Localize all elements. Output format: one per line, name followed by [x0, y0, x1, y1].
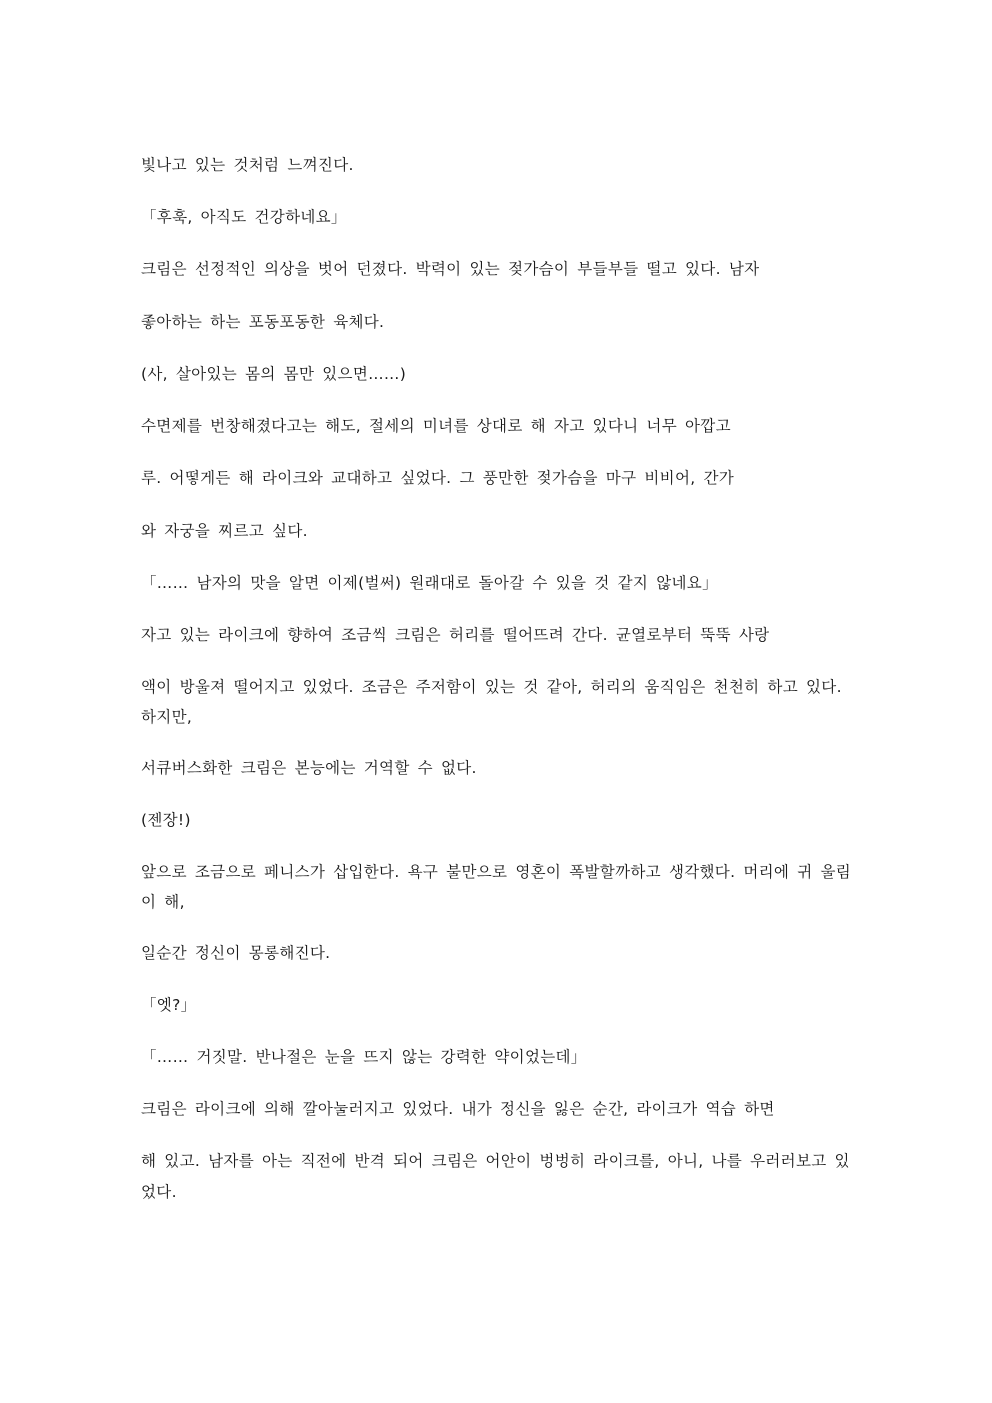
paragraph: 수면제를 번창해졌다고는 해도, 절세의 미녀를 상대로 해 자고 있다니 너무 아깝고 [141, 417, 731, 436]
paragraph: 크림은 선정적인 의상을 벗어 던졌다. 박력이 있는 젖가슴이 부들부들 떨고 있다. 남자 [141, 260, 760, 279]
paragraph: (사, 살아있는 몸의 몸만 있으면……) [141, 364, 407, 383]
paragraph: 크림은 라이크에 의해 깔아눌러지고 있었다. 내가 정신을 잃은 순간, 라이크가 역습 하면 [141, 1100, 775, 1119]
paragraph: 루. 어떻게든 해 라이크와 교대하고 싶었다. 그 풍만한 젖가슴을 마구 비비어, 간가 [141, 469, 735, 488]
paragraph: 좋아하는 하는 포동포동한 육체다. [141, 312, 385, 331]
paragraph: 와 자궁을 찌르고 싶다. [141, 521, 308, 540]
paragraph: 빛나고 있는 것처럼 느껴진다. [141, 156, 354, 174]
paragraph: (젠장!) [141, 810, 191, 829]
paragraph: 서큐버스화한 크림은 본능에는 거역할 수 없다. [141, 758, 477, 777]
paragraph: 「…… 거짓말. 반나절은 눈을 뜨지 않는 강력한 약이었는데」 [141, 1047, 587, 1066]
paragraph: 해 있고. 남자를 아는 직전에 반격 되어 크림은 어안이 벙벙히 라이크를, 아니, 나를 우러러보고 있었다. [141, 1152, 850, 1201]
paragraph: 일순간 정신이 몽롱해진다. [141, 943, 331, 962]
paragraph: 앞으로 조금으로 페니스가 삽입한다. 욕구 불만으로 영혼이 폭발할까하고 생각했다. 머리에 귀 울림이 해, [141, 863, 852, 912]
paragraph: 자고 있는 라이크에 향하여 조금씩 크림은 허리를 떨어뜨려 간다. 균열로부터 뚝뚝 사랑 [141, 625, 770, 644]
paragraph: 「…… 남자의 맛을 알면 이제(벌써) 원래대로 돌아갈 수 있을 것 같지 않네요」 [141, 573, 718, 592]
paragraph: 「후훅, 아직도 건강하네요」 [141, 208, 347, 227]
document-body [141, 150, 856, 1207]
paragraph: 액이 방울져 떨어지고 있었다. 조금은 주저함이 있는 것 같아, 허리의 움직임은 천천히 하고 있다. 하지만, [141, 678, 850, 727]
paragraph: 「엣?」 [141, 995, 197, 1014]
